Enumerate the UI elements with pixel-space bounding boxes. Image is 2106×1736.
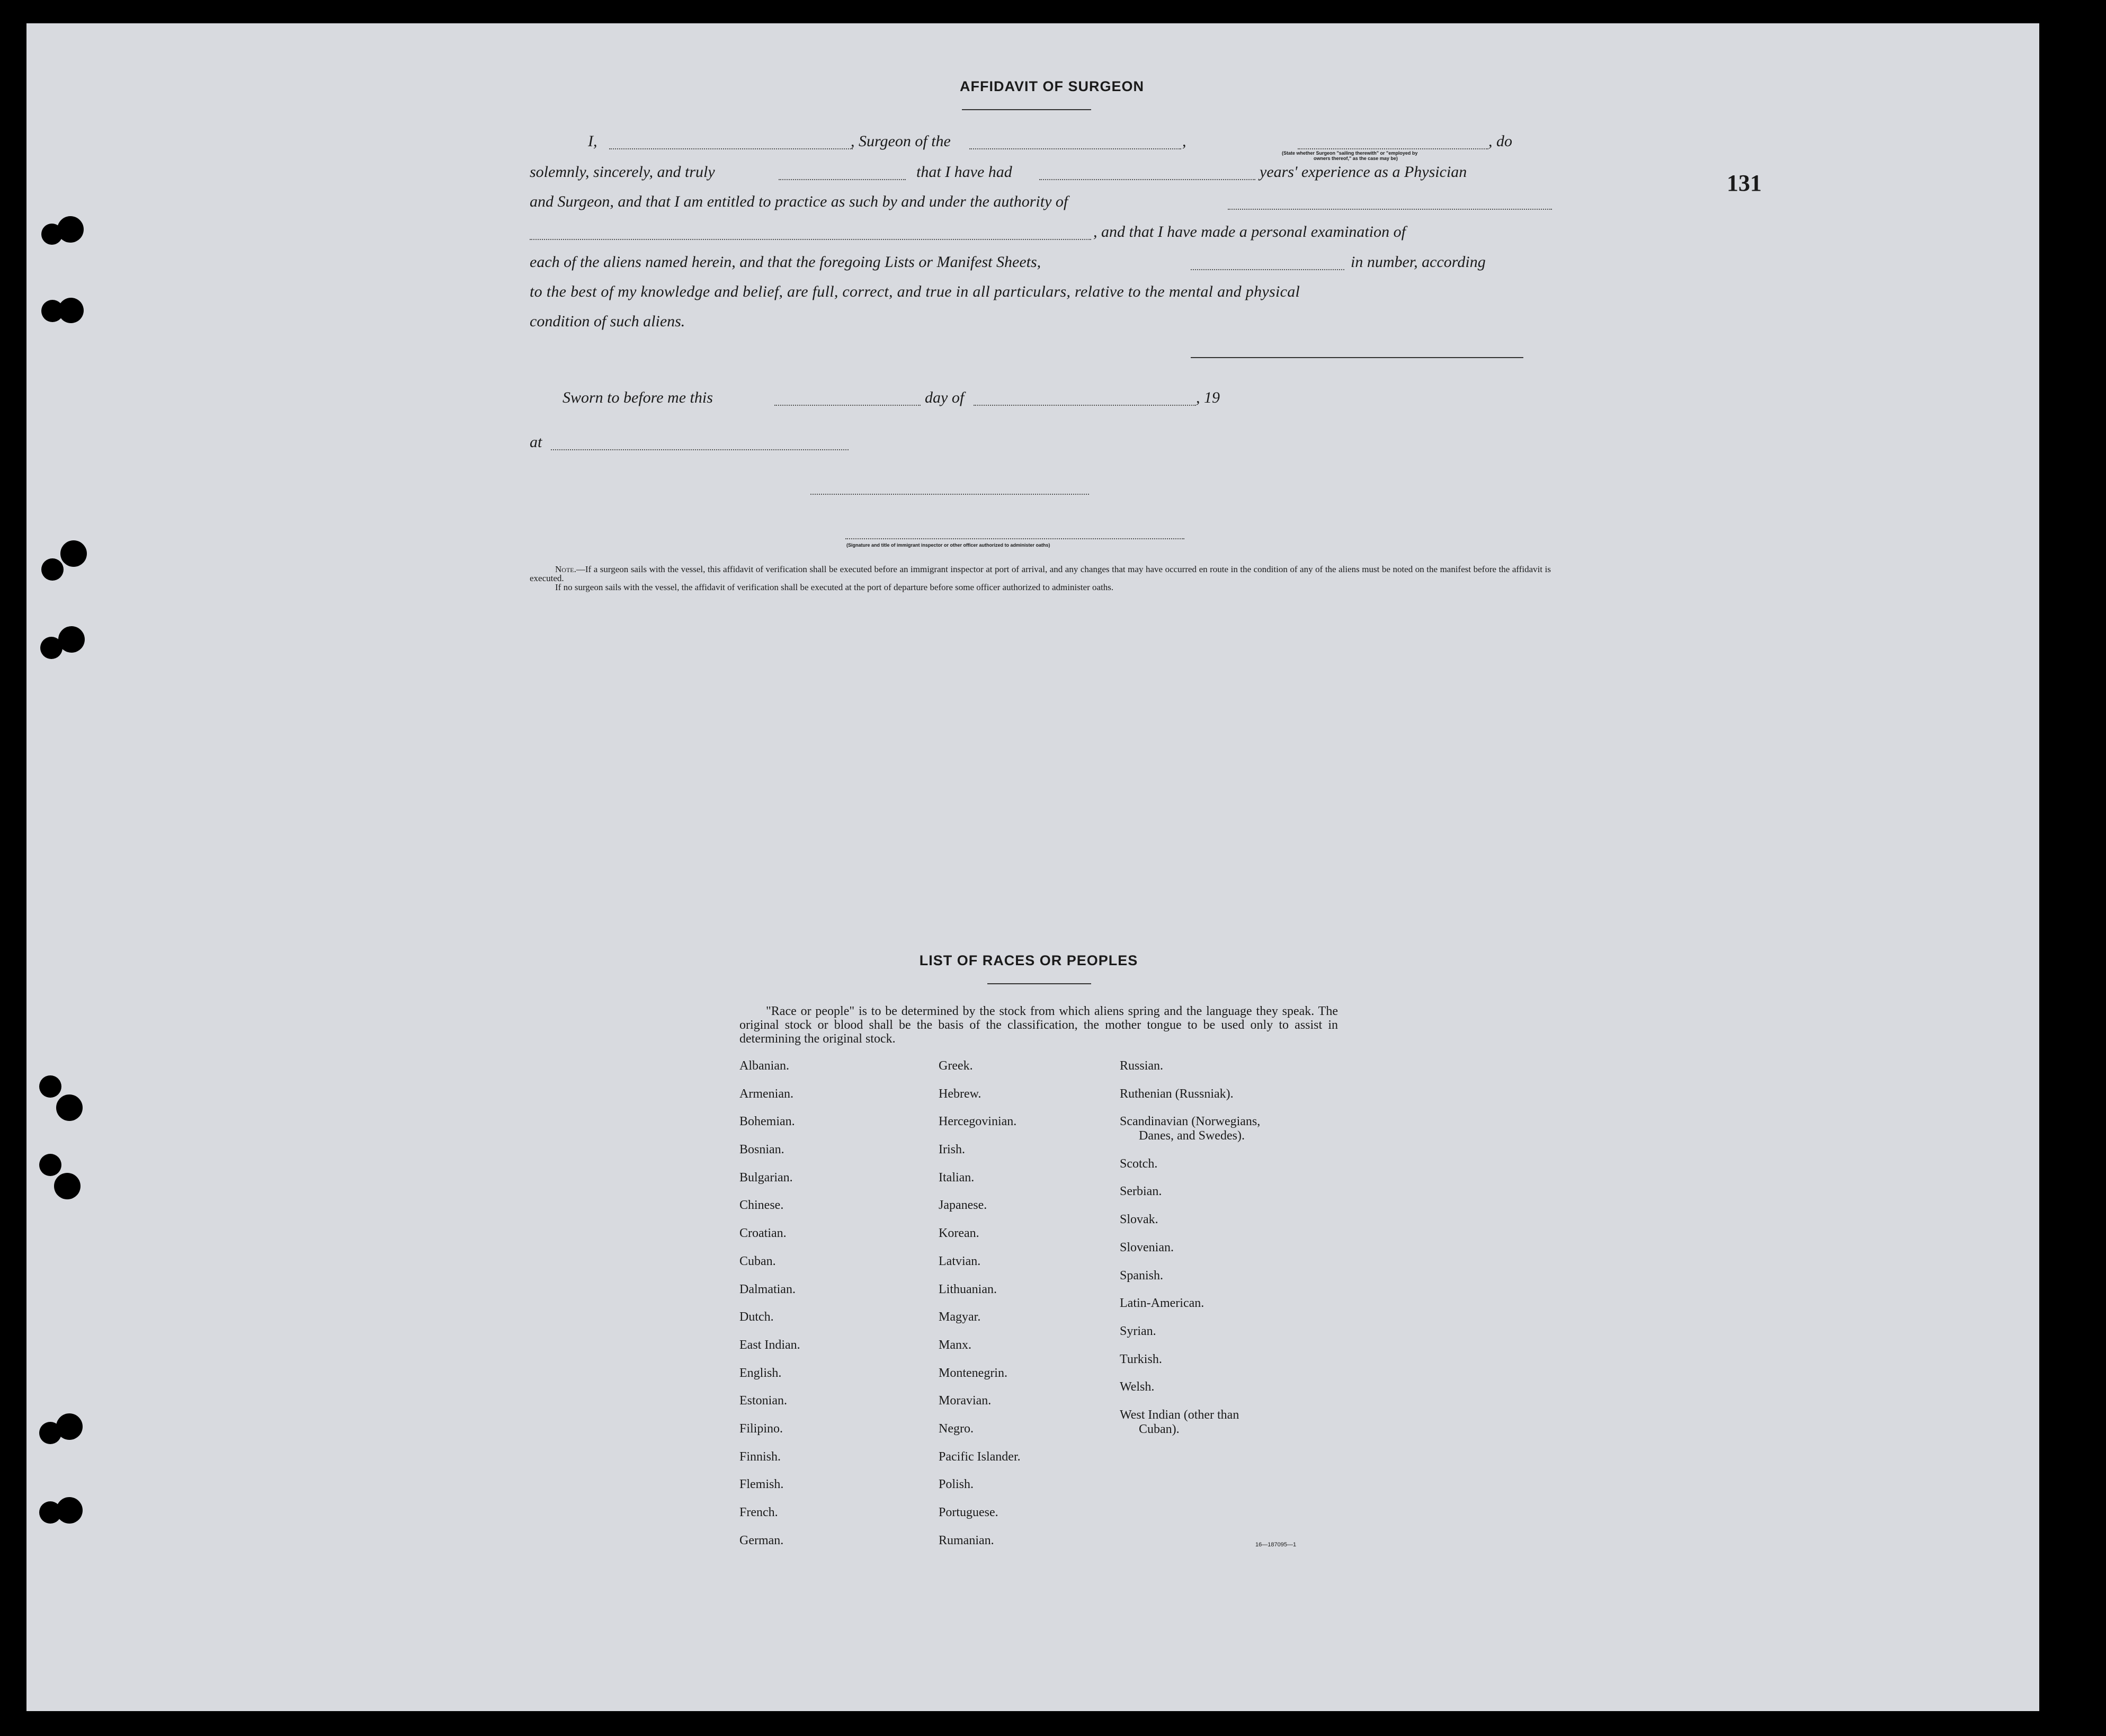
affidavit-line-4 <box>530 223 1551 255</box>
race-item: Pacific Islander. <box>939 1449 1021 1464</box>
surgeon-status-note-a: (State whether Surgeon "sailing therewith" or "employed by <box>1282 150 1418 156</box>
line7-text: condition of such aliens. <box>530 313 685 330</box>
sworn-text-c: , 19 <box>1196 389 1220 406</box>
punch-hole <box>39 1075 61 1098</box>
race-item: Magyar. <box>939 1310 981 1324</box>
race-item: Japanese. <box>939 1198 987 1213</box>
line6-text: to the best of my knowledge and belief, are full, correct, and true in all particulars, relative to the mental and physical <box>530 283 1300 300</box>
signature-caption: (Signature and title of immigrant inspector or other officer authorized to administer oaths) <box>846 542 1050 548</box>
race-item: Bohemian. <box>739 1115 795 1129</box>
race-item: Dutch. <box>739 1310 774 1324</box>
form-number: 16—187095—1 <box>1255 1542 1297 1548</box>
authority-continued-blank[interactable] <box>530 239 1091 240</box>
oath-blank[interactable] <box>779 179 906 180</box>
race-item: Armenian. <box>739 1087 793 1101</box>
race-item: Montenegrin. <box>939 1366 1007 1380</box>
races-title: LIST OF RACES OR PEOPLES <box>919 952 1138 968</box>
punch-hole <box>41 558 64 581</box>
race-item: Syrian. <box>1120 1324 1156 1338</box>
race-item: Scandinavian (Norwegians, <box>1120 1115 1261 1129</box>
race-item: Turkish. <box>1120 1352 1162 1366</box>
punch-hole <box>39 1154 61 1176</box>
race-item: Welsh. <box>1120 1380 1155 1394</box>
affidavit-line-6 <box>530 283 1551 315</box>
race-item: Albanian. <box>739 1059 789 1073</box>
vessel-name-blank[interactable] <box>969 148 1181 149</box>
line1-text-c: , <box>1182 132 1186 150</box>
race-item: Croatian. <box>739 1226 787 1241</box>
race-item: Irish. <box>939 1143 965 1157</box>
sworn-line <box>530 389 1551 421</box>
race-item: French. <box>739 1506 778 1519</box>
race-item: English. <box>739 1366 782 1380</box>
race-item: Filipino. <box>739 1421 783 1436</box>
race-item: Cuban. <box>739 1254 776 1268</box>
affidavit-note <box>530 565 1551 592</box>
inspector-title-blank[interactable] <box>845 538 1184 539</box>
title-underline <box>962 109 1091 110</box>
at-text: at <box>530 433 542 451</box>
race-item: Latin-American. <box>1120 1296 1204 1311</box>
surgeon-name-blank[interactable] <box>609 148 853 149</box>
surgeon-status-note <box>1282 150 1417 161</box>
at-line <box>530 433 1551 465</box>
race-item: Hercegovinian. <box>939 1115 1017 1129</box>
race-item: Portuguese. <box>939 1506 998 1519</box>
race-item: West Indian (other than <box>1120 1408 1239 1422</box>
race-item: Dalmatian. <box>739 1282 796 1296</box>
place-blank[interactable] <box>551 449 849 450</box>
sheets-count-blank[interactable] <box>1191 269 1344 270</box>
race-item: Polish. <box>939 1477 974 1492</box>
authority-blank[interactable] <box>1228 209 1552 210</box>
punch-hole <box>56 1497 83 1524</box>
punch-hole <box>56 1413 83 1440</box>
affidavit-line-5 <box>530 253 1551 285</box>
races-title-underline <box>987 983 1091 984</box>
line2-text-a: solemnly, sincerely, and truly <box>530 163 715 181</box>
affidavit-line-7 <box>530 313 1551 344</box>
line4-text: , and that I have made a personal examination of <box>1093 223 1406 241</box>
race-item: Hebrew. <box>939 1087 981 1101</box>
affidavit-line-2 <box>530 163 1551 195</box>
inspector-signature-blank[interactable] <box>810 494 1089 495</box>
punch-hole <box>56 1094 83 1121</box>
race-item: Negro. <box>939 1421 974 1436</box>
sworn-text-a: Sworn to before me this <box>563 389 713 406</box>
line5-text-b: in number, according <box>1351 253 1486 271</box>
affidavit-line-3 <box>530 193 1551 225</box>
race-item: East Indian. <box>739 1338 800 1352</box>
punch-hole <box>57 216 84 243</box>
race-item: Scotch. <box>1120 1156 1158 1171</box>
years-experience-blank[interactable] <box>1039 179 1255 180</box>
race-item: Spanish. <box>1120 1268 1164 1283</box>
note-paragraph-2: If no surgeon sails with the vessel, the affidavit of verification shall be executed at the port of departure before some officer authorized to administer oaths. <box>555 582 1114 592</box>
race-item: Danes, and Swedes). <box>1139 1129 1245 1143</box>
races-intro-text: "Race or people" is to be determined by the stock from which aliens spring and the language they speak. The original stock or blood shall be the basis of the classification, the mother tongue to be used only to assist in determining the original stock. <box>739 1004 1338 1046</box>
race-item: Ruthenian (Russniak). <box>1120 1087 1234 1101</box>
note-text-1: —If a surgeon sails with the vessel, this affidavit of verification shall be executed before an immigrant inspector at port of arrival, and any changes that may have occurred en route in the condition of any of the aliens must be noted on the manifest before the affidavit is executed. <box>530 564 1551 583</box>
punch-hole <box>54 1173 81 1199</box>
race-item: Estonian. <box>739 1394 787 1408</box>
line2-text-c: years' experience as a Physician <box>1260 163 1467 181</box>
punch-hole <box>58 626 85 653</box>
line5-text-a: each of the aliens named herein, and that the foregoing Lists or Manifest Sheets, <box>530 253 1041 271</box>
affidavit-title: AFFIDAVIT OF SURGEON <box>960 78 1144 94</box>
line1-text-b: , Surgeon of the <box>851 132 951 150</box>
race-item: Russian. <box>1120 1059 1164 1073</box>
race-item: Lithuanian. <box>939 1282 997 1296</box>
races-column-2 <box>939 1058 1021 1561</box>
line1-text-a: I, <box>588 132 597 150</box>
sworn-month-blank[interactable] <box>974 405 1196 406</box>
surgeon-status-note-b: owners thereof," as the case may be) <box>1314 156 1398 161</box>
line1-text-d: , do <box>1488 132 1512 150</box>
race-item: Slovenian. <box>1120 1240 1174 1254</box>
punch-hole <box>60 540 87 567</box>
line3-text: and Surgeon, and that I am entitled to practice as such by and under the authority of <box>530 193 1068 210</box>
race-item: Finnish. <box>739 1449 781 1464</box>
race-item: Moravian. <box>939 1394 992 1408</box>
note-paragraph-1 <box>530 565 1551 583</box>
race-item: Chinese. <box>739 1198 784 1213</box>
race-item: Rumanian. <box>939 1533 994 1547</box>
sworn-text-b: day of <box>925 389 965 406</box>
race-item: German. <box>739 1533 784 1547</box>
race-item: Greek. <box>939 1059 973 1073</box>
race-item: Latvian. <box>939 1254 981 1268</box>
race-item: Flemish. <box>739 1477 784 1492</box>
race-item: Korean. <box>939 1226 979 1241</box>
surgeon-signature-line[interactable] <box>1191 357 1523 358</box>
page-number: 131 <box>1727 170 1762 196</box>
race-item: Slovak. <box>1120 1213 1158 1227</box>
race-item: Manx. <box>939 1338 971 1352</box>
race-item: Italian. <box>939 1170 975 1185</box>
race-item: Bulgarian. <box>739 1170 793 1185</box>
note-label: Note. <box>555 564 576 574</box>
race-item: Serbian. <box>1120 1185 1162 1199</box>
manifest-page <box>26 23 2039 1711</box>
line2-text-b: that I have had <box>916 163 1012 181</box>
race-item: Bosnian. <box>739 1143 784 1157</box>
surgeon-status-blank[interactable] <box>1298 148 1488 149</box>
races-column-3 <box>1120 1058 1260 1449</box>
race-item: Cuban). <box>1139 1422 1180 1436</box>
punch-hole <box>58 298 84 323</box>
races-intro <box>739 1004 1338 1046</box>
races-column-1 <box>739 1058 800 1561</box>
sworn-day-blank[interactable] <box>774 405 921 406</box>
